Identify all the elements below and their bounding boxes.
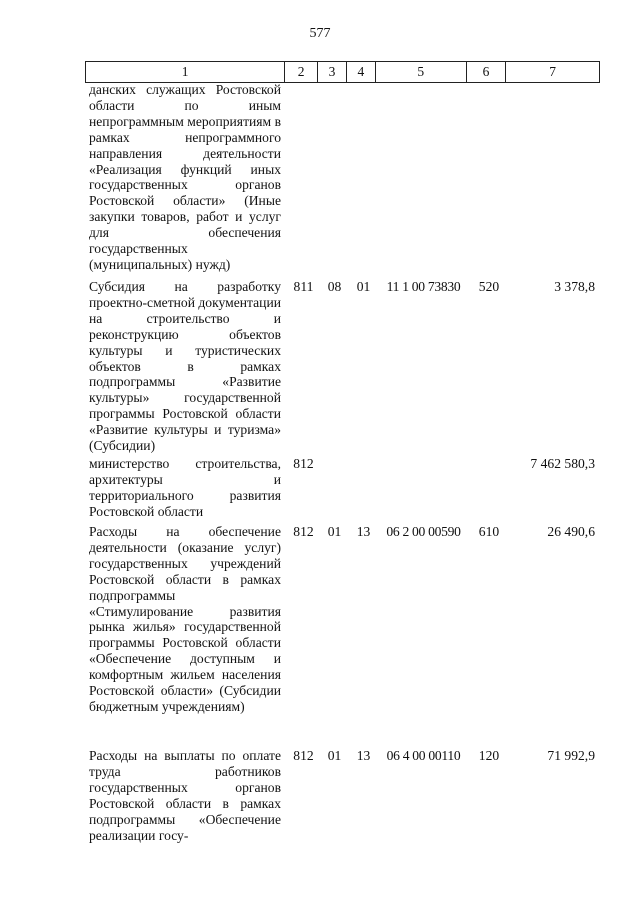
table-row — [85, 748, 600, 843]
row-expense-type: 610 — [478, 524, 500, 539]
row-amount: 7 462 580,3 — [530, 456, 595, 471]
row-ministry-code: 812 — [293, 456, 314, 471]
table-header — [85, 61, 600, 83]
table-row — [85, 524, 600, 715]
table-row — [85, 279, 600, 454]
row-description: Расходы на выплаты по оплате труда работников государственных органов Ростовской области в рамках подпрограммы «Обеспечение реализации госу- — [89, 748, 281, 843]
row-section: 01 — [327, 748, 342, 763]
row-subsection: 13 — [356, 748, 371, 763]
table-row — [85, 456, 600, 520]
row-amount: 71 992,9 — [547, 748, 595, 763]
row-expense-type: 120 — [478, 748, 500, 763]
row-description: Расходы на обеспечение деятельности (оказание услуг) государственных учреждений Ростовской области в рамках подпрограммы «Стимулирование развития рынка жилья» государственной программы Ростовской области «Обеспечение доступным и комфортным жильем населения Ростовской области» (Субсидии бюджетным учреждениям) — [89, 524, 281, 714]
row-ministry-code: 812 — [293, 748, 314, 763]
header-col-5: 5 — [375, 62, 466, 82]
table-row — [85, 82, 600, 273]
row-amount: 3 378,8 — [554, 279, 595, 294]
row-target-item: 06 4 00 00110 — [386, 748, 461, 763]
row-ministry-code: 812 — [293, 524, 314, 539]
page-number: 577 — [309, 26, 331, 41]
header-col-6: 6 — [466, 62, 506, 82]
row-section: 08 — [327, 279, 342, 294]
row-subsection: 13 — [356, 524, 371, 539]
row-description: Субсидия на разработку проектно-сметной документации на строительство и реконструкцию объектов культуры и туристических объектов в рамках подпрограммы «Развитие культуры» государственной программы Ростовской области «Развитие культуры и туризма» (Субсидии) — [89, 279, 282, 454]
row-expense-type: 520 — [478, 279, 500, 294]
row-subsection: 01 — [356, 279, 371, 294]
row-description: данских служащих Ростовской области по иным непрограммным мероприятиям в рамках непрограммного направления деятельности «Реализация функций иных государственных органов Ростовской области» (Иные закупки товаров, работ и услуг для обеспечения государственных (муниципальных) нужд) — [89, 82, 281, 272]
row-description: министерство строительства, архитектуры и территориального развития Ростовской области — [89, 456, 281, 519]
row-amount: 26 490,6 — [547, 524, 595, 539]
header-col-2: 2 — [284, 62, 317, 82]
row-section: 01 — [327, 524, 342, 539]
row-target-item: 11 1 00 73830 — [386, 279, 461, 294]
header-col-4: 4 — [346, 62, 375, 82]
header-col-7: 7 — [505, 62, 599, 82]
header-col-3: 3 — [317, 62, 346, 82]
row-ministry-code: 811 — [293, 279, 314, 294]
row-target-item: 06 2 00 00590 — [386, 524, 461, 539]
header-col-1: 1 — [181, 64, 189, 79]
